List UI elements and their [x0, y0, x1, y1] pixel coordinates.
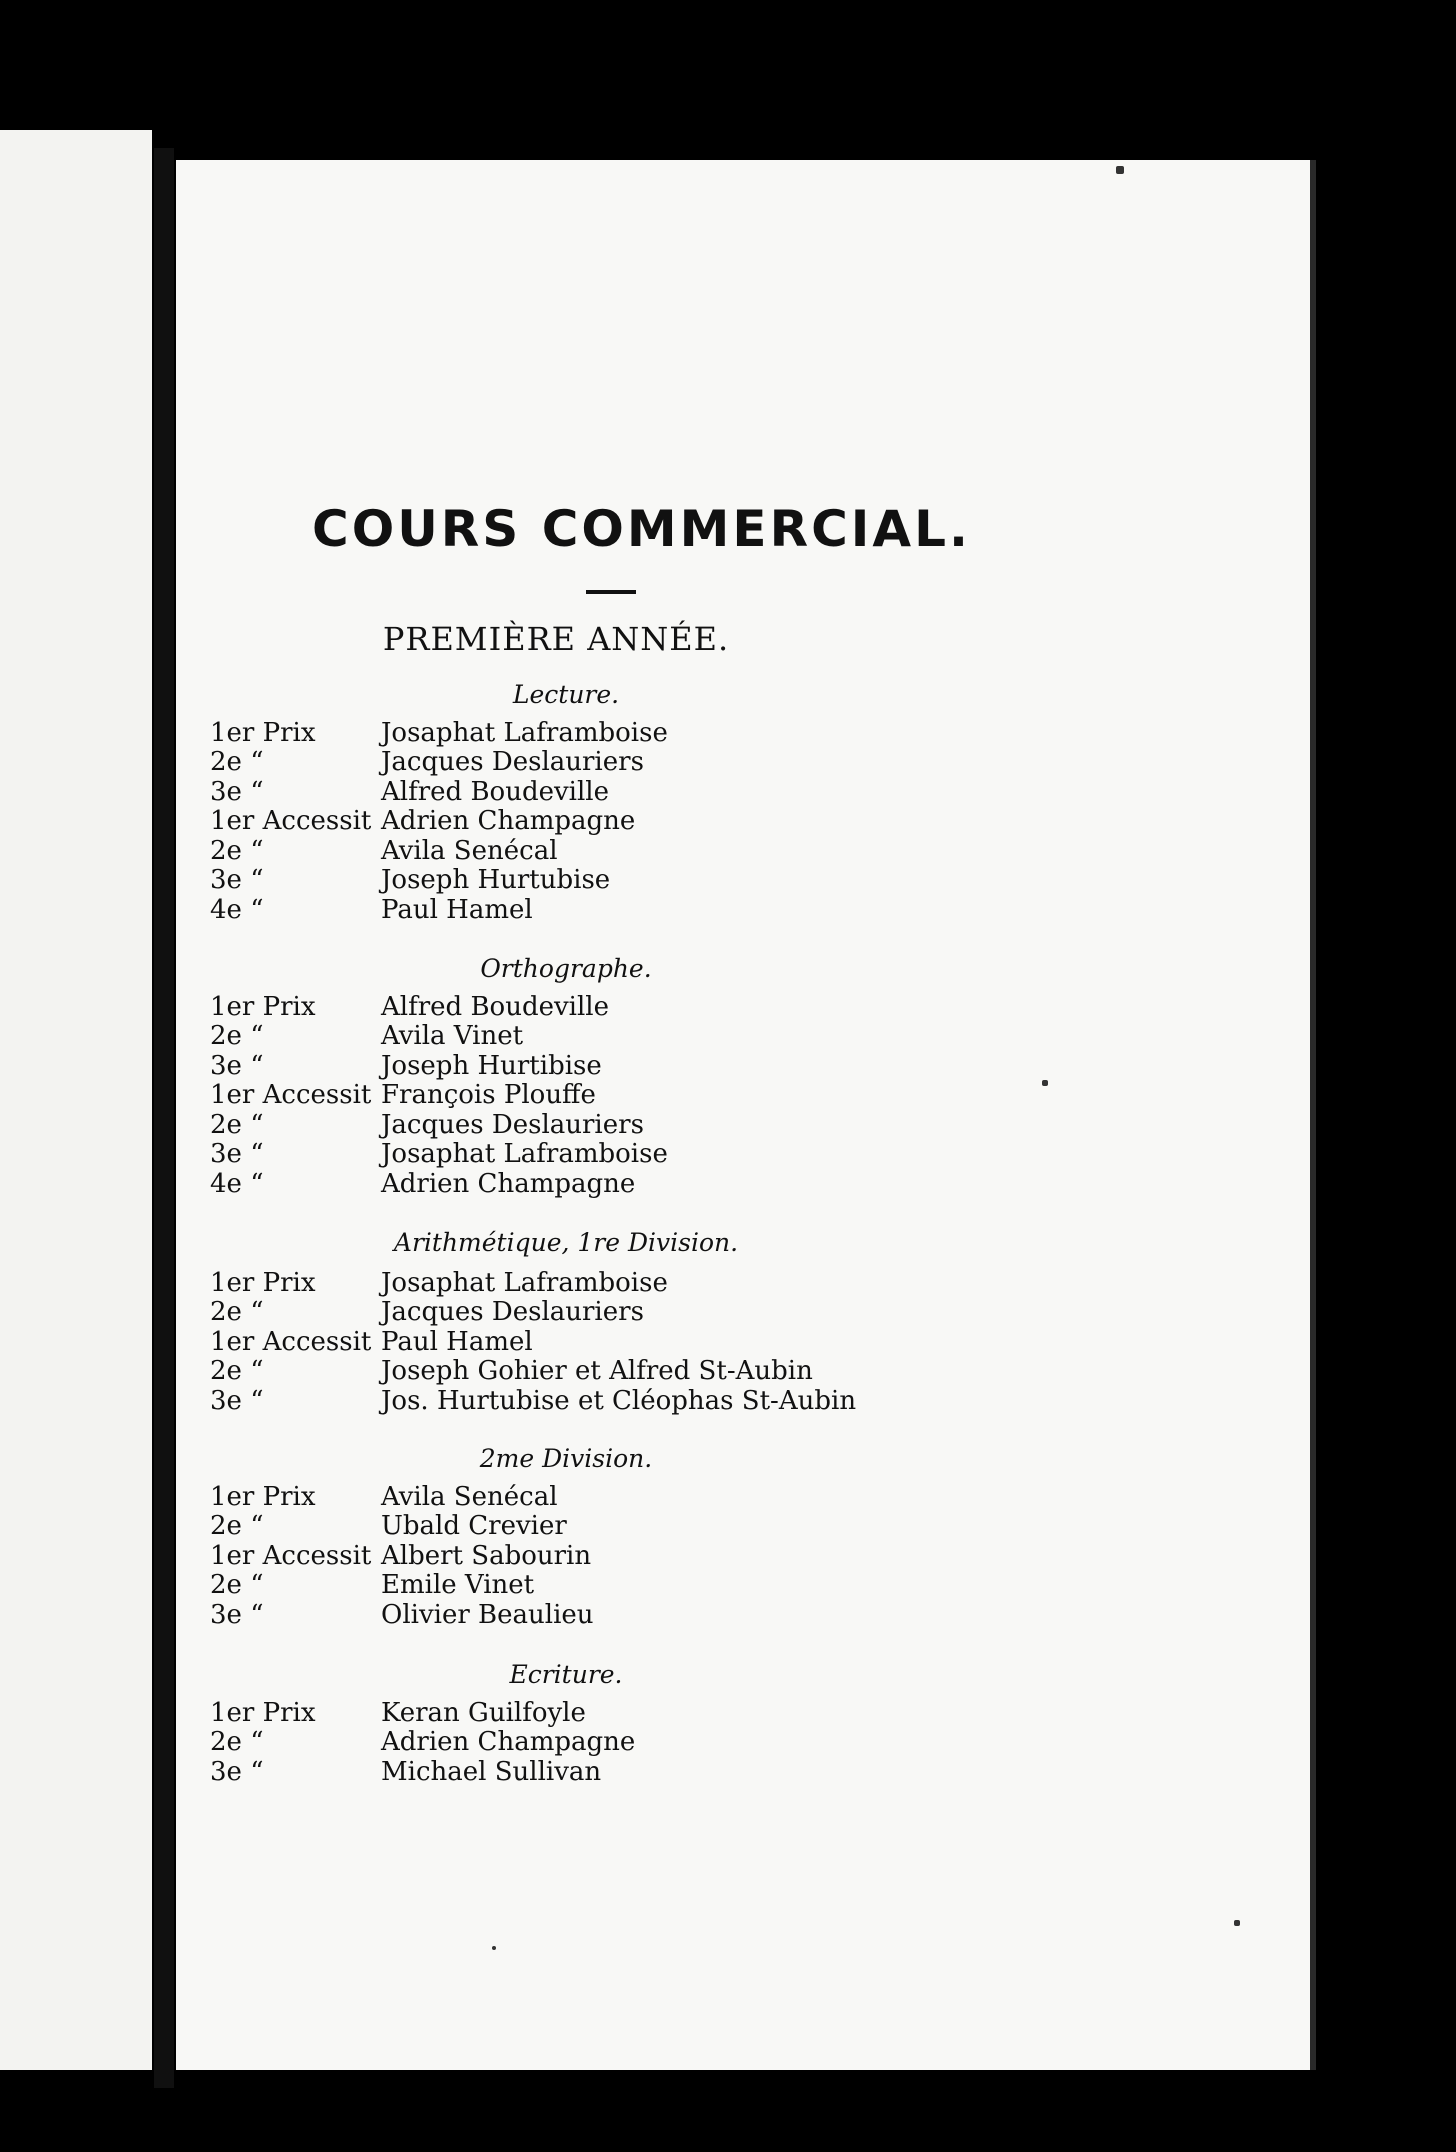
student-name: Adrien Champagne	[381, 1168, 636, 1199]
list-item	[210, 1022, 910, 1052]
student-name: Joseph Hurtibise	[381, 1050, 602, 1081]
list-item	[210, 1169, 910, 1199]
list-item	[210, 777, 910, 807]
section-heading-ecriture: Ecriture.	[509, 1660, 623, 1689]
page-title: COURS COMMERCIAL.	[312, 500, 971, 558]
ink-speck	[1234, 1920, 1240, 1926]
student-name: Albert Sabourin	[381, 1540, 592, 1571]
rank: 1er Accessit	[210, 1080, 372, 1111]
rank: 1er Prix	[210, 991, 316, 1022]
rank: 2e “	[210, 747, 264, 778]
ink-speck	[492, 1946, 496, 1950]
rank: 1er Prix	[210, 717, 316, 748]
rank: 2e “	[210, 1297, 264, 1328]
list-item	[210, 1541, 910, 1571]
rank: 4e “	[210, 894, 264, 925]
student-name: Emile Vinet	[381, 1570, 535, 1601]
rank: 2e “	[210, 1021, 264, 1052]
student-name: Adrien Champagne	[381, 806, 636, 837]
list-arithmetique	[210, 1268, 910, 1416]
student-name: Jacques Deslauriers	[381, 1297, 644, 1328]
rank: 3e “	[210, 776, 264, 807]
rank: 2e “	[210, 1570, 264, 1601]
list-ecriture	[210, 1698, 910, 1787]
list-item	[210, 748, 910, 778]
section-heading-2me-division: 2me Division.	[479, 1444, 653, 1473]
student-name: Paul Hamel	[381, 894, 533, 925]
rank: 3e “	[210, 1599, 264, 1630]
list-item	[210, 807, 910, 837]
rank: 4e “	[210, 1168, 264, 1199]
list-item	[210, 866, 910, 896]
ink-speck	[1116, 166, 1124, 174]
section-heading-lecture: Lecture.	[512, 680, 620, 709]
list-item	[210, 1140, 910, 1170]
section-heading-orthographe: Orthographe.	[480, 954, 652, 983]
rank: 1er Accessit	[210, 1326, 372, 1357]
list-item	[210, 1698, 910, 1728]
rank: 2e “	[210, 1727, 264, 1758]
list-item	[210, 1110, 910, 1140]
book-spine	[154, 148, 174, 2088]
rank: 3e “	[210, 865, 264, 896]
student-name: Alfred Boudeville	[381, 991, 609, 1022]
student-name: Paul Hamel	[381, 1326, 533, 1357]
student-name: Josaphat Laframboise	[381, 1267, 668, 1298]
list-item	[210, 895, 910, 925]
rank: 3e “	[210, 1050, 264, 1081]
rank: 1er Prix	[210, 1697, 316, 1728]
student-name: Alfred Boudeville	[381, 776, 609, 807]
student-name: Olivier Beaulieu	[381, 1599, 594, 1630]
student-name: Ubald Crevier	[381, 1511, 567, 1542]
list-item	[210, 1386, 910, 1416]
left-page-edge	[0, 130, 152, 2070]
rank: 2e “	[210, 1109, 264, 1140]
list-orthographe	[210, 992, 910, 1199]
year-heading: PREMIÈRE ANNÉE.	[382, 620, 730, 658]
rank: 1er Accessit	[210, 806, 372, 837]
document-page	[176, 160, 1316, 2070]
list-item	[210, 992, 910, 1022]
list-item	[210, 1051, 910, 1081]
student-name: Joseph Gohier et Alfred St-Aubin	[381, 1356, 813, 1387]
rank: 2e “	[210, 1511, 264, 1542]
rank: 3e “	[210, 1139, 264, 1170]
rank: 1er Accessit	[210, 1540, 372, 1571]
student-name: Michael Sullivan	[381, 1756, 602, 1787]
list-lecture	[210, 718, 910, 925]
list-item	[210, 1600, 910, 1630]
list-item	[210, 1757, 910, 1787]
rank: 1er Prix	[210, 1481, 316, 1512]
rank: 1er Prix	[210, 1267, 316, 1298]
student-name: Jacques Deslauriers	[381, 1109, 644, 1140]
student-name: Josaphat Laframboise	[381, 1139, 668, 1170]
rank: 2e “	[210, 1356, 264, 1387]
rank: 3e “	[210, 1756, 264, 1787]
ink-speck	[1042, 1080, 1048, 1086]
list-2me-division	[210, 1482, 910, 1630]
student-name: Jos. Hurtubise et Cléophas St-Aubin	[381, 1385, 857, 1416]
student-name: Jacques Deslauriers	[381, 747, 644, 778]
student-name: Keran Guilfoyle	[381, 1697, 586, 1728]
student-name: Josaphat Laframboise	[381, 717, 668, 748]
title-rule	[586, 590, 636, 594]
list-item	[210, 1571, 910, 1601]
student-name: Avila Senécal	[381, 1481, 558, 1512]
rank: 2e “	[210, 835, 264, 866]
section-heading-arithmetique: Arithmétique, 1re Division.	[393, 1228, 739, 1257]
student-name: Joseph Hurtubise	[381, 865, 611, 896]
rank: 3e “	[210, 1385, 264, 1416]
list-item	[210, 1482, 910, 1512]
list-item	[210, 1728, 910, 1758]
student-name: Adrien Champagne	[381, 1727, 636, 1758]
list-item	[210, 718, 910, 748]
list-item	[210, 1268, 910, 1298]
list-item	[210, 1327, 910, 1357]
list-item	[210, 1081, 910, 1111]
student-name: François Plouffe	[381, 1080, 596, 1111]
list-item	[210, 1298, 910, 1328]
list-item	[210, 1357, 910, 1387]
student-name: Avila Vinet	[381, 1021, 524, 1052]
list-item	[210, 1512, 910, 1542]
list-item	[210, 836, 910, 866]
student-name: Avila Senécal	[381, 835, 558, 866]
